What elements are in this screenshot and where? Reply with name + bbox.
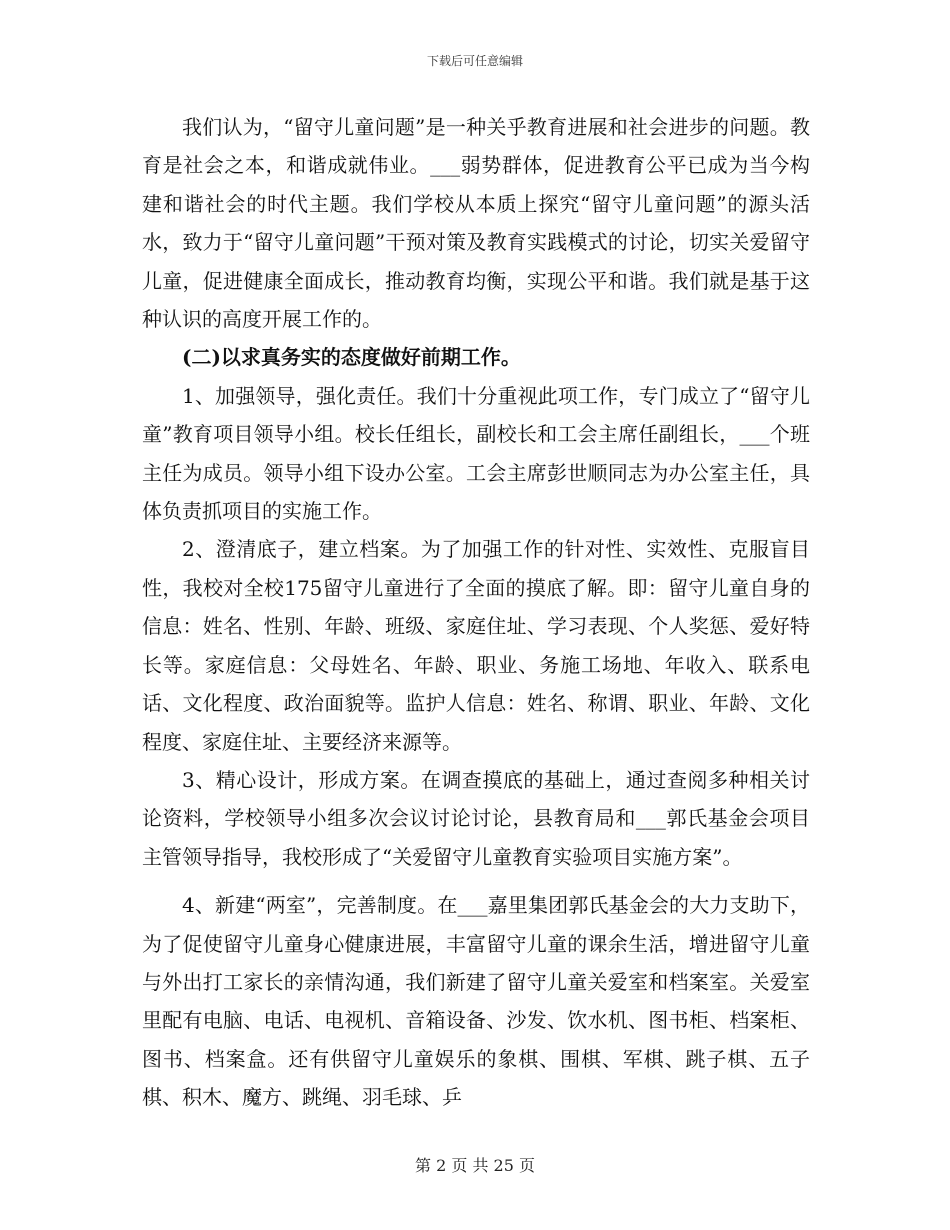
paragraph-intro: 我们认为，“留守儿童问题”是一种关乎教育进展和社会进步的问题。教育是社会之本，和谐成就伟业。___弱势群体，促进教育公平已成为当今构建和谐社会的时代主题。我们学校从本质上探究“留守儿童问题”的源头活水，致力于“留守儿童问题”干预对策及教育实践模式的讨论，切实关爱留守儿童，促进健康全面成长，推动教育均衡，实现公平和谐。我们就是基于这种认识的高度开展工作的。	[142, 115, 810, 332]
paragraph-item-3: 3、精心设计，形成方案。在调查摸底的基础上，通过查阅多种相关讨论资料，学校领导小组多次会议讨论讨论，县教育局和___郭氏基金会项目主管领导指导，我校形成了“关爱留守儿童教育实验项目实施方案”。	[142, 767, 810, 869]
section-heading: (二)以求真务实的态度做好前期工作。	[182, 345, 521, 370]
paragraph-item-4: 4、新建“两室”，完善制度。在___嘉里集团郭氏基金会的大力支助下，为了促使留守儿童身心健康进展，丰富留守儿童的课余生活，增进留守儿童与外出打工家长的亲情沟通，我们新建了留守儿童关爱室和档案室。关爱室里配有电脑、电话、电视机、音箱设备、沙发、饮水机、图书柜、档案柜、图书、档案盒。还有供留守儿童娱乐的象棋、围棋、军棋、跳子棋、五子棋、积木、魔方、跳绳、羽毛球、乒	[142, 893, 810, 1110]
page-footer: 第 2 页 共 25 页	[415, 1156, 535, 1175]
paragraph-item-1: 1、加强领导，强化责任。我们十分重视此项工作，专门成立了“留守儿童”教育项目领导小组。校长任组长，副校长和工会主席任副组长，___个班主任为成员。领导小组下设办公室。工会主席彭世顺同志为办公室主任，具体负责抓项目的实施工作。	[142, 383, 810, 524]
paragraph-item-2: 2、澄清底子，建立档案。为了加强工作的针对性、实效性、克服盲目性，我校对全校175留守儿童进行了全面的摸底了解。即：留守儿童自身的信息：姓名、性别、年龄、班级、家庭住址、学习表现、个人奖惩、爱好特长等。家庭信息：父母姓名、年龄、职业、务施工场地、年收入、联系电话、文化程度、政治面貌等。监护人信息：姓名、称谓、职业、年龄、文化程度、家庭住址、主要经济来源等。	[142, 537, 810, 754]
page-header: 下载后可任意编辑	[426, 54, 523, 68]
document-body	[142, 108, 810, 1117]
